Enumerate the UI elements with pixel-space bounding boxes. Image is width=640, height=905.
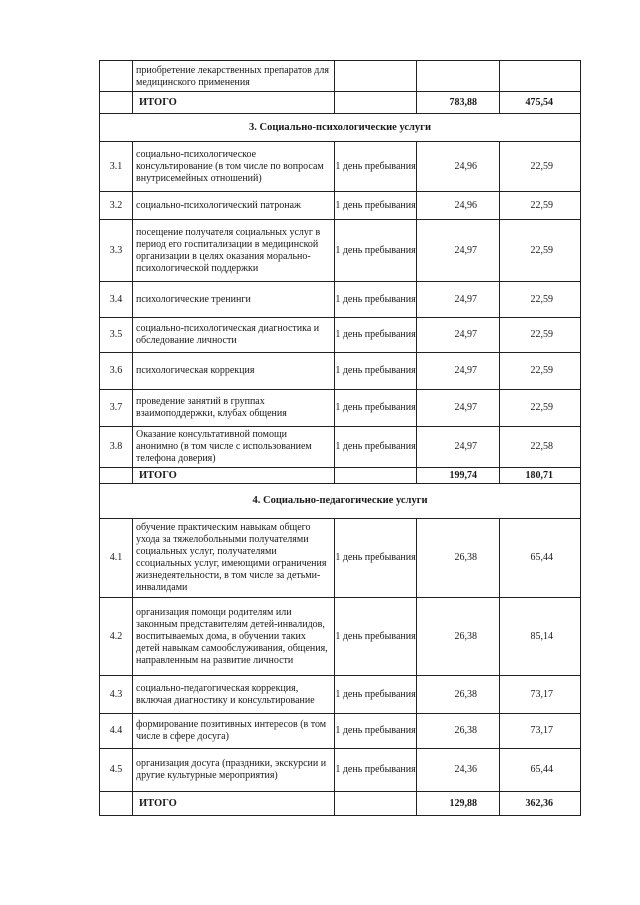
unit-of-service: 1 день пребывания xyxy=(335,318,417,353)
unit-of-service: 1 день пребывания xyxy=(335,390,417,427)
tariff-value-2: 73,17 xyxy=(500,714,581,749)
tariff-value-2: 22,59 xyxy=(500,390,581,427)
total-value-1: 783,88 xyxy=(417,92,500,114)
unit-cell xyxy=(335,92,417,114)
section-4-body xyxy=(100,519,581,792)
row-number: 4.2 xyxy=(100,598,133,676)
unit-of-service: 1 день пребывания xyxy=(335,519,417,598)
service-name: организация помощи родителям или законным представителям детей-инвалидов, воспитываемых дома, в обучении таких детей навыкам самообслуживания, общения, направленным на развитие личности xyxy=(133,598,335,676)
service-name: психологические тренинги xyxy=(133,282,335,318)
row-number: 3.6 xyxy=(100,353,133,390)
section-3-title: 3. Социально-психологические услуги xyxy=(100,114,581,142)
tariff-value-2: 22,58 xyxy=(500,427,581,468)
unit-of-service: 1 день пребывания xyxy=(335,749,417,792)
unit-of-service: 1 день пребывания xyxy=(335,353,417,390)
total-row-section-2 xyxy=(100,92,581,114)
total-row-section-3 xyxy=(100,468,581,484)
row-number: 4.4 xyxy=(100,714,133,749)
service-name: социально-психологический патронаж xyxy=(133,192,335,220)
table-row xyxy=(100,142,581,192)
table-row-continuation xyxy=(100,61,581,92)
row-number: 3.2 xyxy=(100,192,133,220)
total-label: ИТОГО xyxy=(133,792,335,816)
section-4-title: 4. Социально-педагогические услуги xyxy=(100,484,581,519)
services-tariff-table xyxy=(99,60,581,816)
row-number-cell xyxy=(100,792,133,816)
total-value-2: 362,36 xyxy=(500,792,581,816)
row-number: 3.4 xyxy=(100,282,133,318)
total-label: ИТОГО xyxy=(133,92,335,114)
tariff-value-1: 24,97 xyxy=(417,220,500,282)
table-row xyxy=(100,676,581,714)
row-number-cell xyxy=(100,468,133,484)
service-name: организация досуга (праздники, экскурсии и другие культурные мероприятия) xyxy=(133,749,335,792)
service-name: социально-психологическая диагностика и обследование личности xyxy=(133,318,335,353)
unit-of-service: 1 день пребывания xyxy=(335,220,417,282)
value-1-cell xyxy=(417,61,500,92)
section-3-body xyxy=(100,142,581,468)
table-row xyxy=(100,427,581,468)
tariff-value-2: 22,59 xyxy=(500,353,581,390)
table-row xyxy=(100,318,581,353)
table-row xyxy=(100,282,581,318)
service-name: Оказание консультативной помощи анонимно (в том числе с использованием телефона доверия) xyxy=(133,427,335,468)
tariff-value-1: 26,38 xyxy=(417,598,500,676)
total-row-section-4 xyxy=(100,792,581,816)
table-row xyxy=(100,714,581,749)
row-number: 3.1 xyxy=(100,142,133,192)
service-name: психологическая коррекция xyxy=(133,353,335,390)
total-value-1: 129,88 xyxy=(417,792,500,816)
unit-of-service: 1 день пребывания xyxy=(335,676,417,714)
row-number: 3.3 xyxy=(100,220,133,282)
tariff-value-1: 24,36 xyxy=(417,749,500,792)
row-number-cell xyxy=(100,92,133,114)
tariff-value-1: 26,38 xyxy=(417,714,500,749)
total-label: ИТОГО xyxy=(133,468,335,484)
service-name: социально-педагогическая коррекция, включая диагностику и консультирование xyxy=(133,676,335,714)
tariff-value-2: 73,17 xyxy=(500,676,581,714)
tariff-value-1: 26,38 xyxy=(417,519,500,598)
tariff-value-2: 22,59 xyxy=(500,282,581,318)
unit-of-service: 1 день пребывания xyxy=(335,142,417,192)
unit-cell xyxy=(335,468,417,484)
service-name: обучение практическим навыкам общего ухода за тяжелобольными получателями социальных услуг, получателями ссоциальных услуг, имеющими ограничения жизнедеятельности, в том числе за детьми-инвалидами xyxy=(133,519,335,598)
tariff-value-2: 22,59 xyxy=(500,142,581,192)
unit-of-service: 1 день пребывания xyxy=(335,282,417,318)
table-row xyxy=(100,192,581,220)
table-row xyxy=(100,749,581,792)
service-name: проведение занятий в группах взаимоподдержки, клубах общения xyxy=(133,390,335,427)
tariff-value-1: 24,96 xyxy=(417,192,500,220)
tariff-value-2: 85,14 xyxy=(500,598,581,676)
tariff-value-1: 24,97 xyxy=(417,318,500,353)
tariff-value-2: 22,59 xyxy=(500,192,581,220)
tariff-value-1: 24,97 xyxy=(417,427,500,468)
value-2-cell xyxy=(500,61,581,92)
tariff-value-1: 24,97 xyxy=(417,353,500,390)
row-number: 3.7 xyxy=(100,390,133,427)
table-row xyxy=(100,519,581,598)
tariff-value-1: 24,97 xyxy=(417,282,500,318)
tariff-value-2: 65,44 xyxy=(500,519,581,598)
unit-cell xyxy=(335,792,417,816)
section-heading-row xyxy=(100,114,581,142)
row-number: 4.1 xyxy=(100,519,133,598)
table-row xyxy=(100,390,581,427)
total-value-2: 475,54 xyxy=(500,92,581,114)
row-number: 3.8 xyxy=(100,427,133,468)
table-row xyxy=(100,220,581,282)
tariff-value-2: 65,44 xyxy=(500,749,581,792)
unit-of-service: 1 день пребывания xyxy=(335,427,417,468)
row-number: 3.5 xyxy=(100,318,133,353)
row-number: 4.3 xyxy=(100,676,133,714)
section-heading-row xyxy=(100,484,581,519)
service-name: формирование позитивных интересов (в том числе в сфере досуга) xyxy=(133,714,335,749)
tariff-value-1: 24,96 xyxy=(417,142,500,192)
total-value-2: 180,71 xyxy=(500,468,581,484)
unit-of-service: 1 день пребывания xyxy=(335,192,417,220)
service-name: социально-психологическое консультирование (в том числе по вопросам внутрисемейных отношений) xyxy=(133,142,335,192)
table-row xyxy=(100,353,581,390)
unit-cell xyxy=(335,61,417,92)
tariff-value-1: 26,38 xyxy=(417,676,500,714)
row-number-cell xyxy=(100,61,133,92)
tariff-value-2: 22,59 xyxy=(500,318,581,353)
total-value-1: 199,74 xyxy=(417,468,500,484)
table-row xyxy=(100,598,581,676)
tariff-value-1: 24,97 xyxy=(417,390,500,427)
tariff-value-2: 22,59 xyxy=(500,220,581,282)
unit-of-service: 1 день пребывания xyxy=(335,598,417,676)
service-name: приобретение лекарственных препаратов для медицинского применения xyxy=(133,61,335,92)
service-name: посещение получателя социальных услуг в период его госпитализации в медицинской организации в целях оказания морально-психологической поддержки xyxy=(133,220,335,282)
row-number: 4.5 xyxy=(100,749,133,792)
unit-of-service: 1 день пребывания xyxy=(335,714,417,749)
